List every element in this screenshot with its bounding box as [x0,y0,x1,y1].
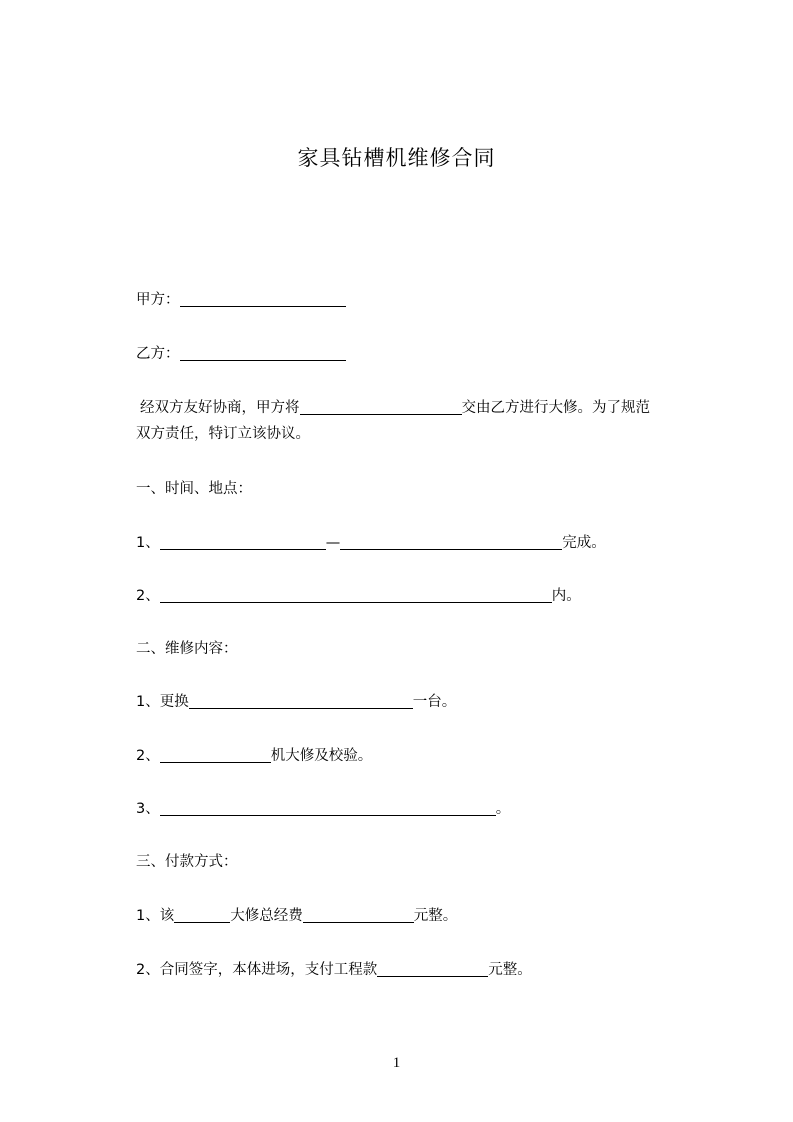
section2-item3 [136,799,510,819]
section1-heading: 一、时间、地点： [136,481,252,497]
section3-item1-prefix: 1、该 [136,908,175,924]
section1-item2-suffix: 内。 [551,588,581,604]
party-b-label: 乙方： [136,346,180,362]
section3-item1-mid: 大修总经费 [230,908,303,924]
section2-item2 [136,746,372,766]
section3-heading: 三、付款方式： [136,854,238,870]
section3-item2-blank [377,960,488,977]
section1-item2-prefix: 2、 [136,588,160,604]
section3-item1-blank-amount [303,906,414,923]
section1-item1-blank-end [340,533,562,550]
section2-item3-suffix: 。 [495,801,511,817]
section2-item2-blank [160,746,271,763]
intro-text-1: 经双方友好协商，甲方将 [140,400,300,416]
section1-item1-dash: — [325,535,341,551]
section2-item2-suffix: 机大修及校验。 [270,748,373,764]
intro-line-2: 双方责任，特订立该协议。 [136,426,310,442]
intro-text-2: 交由乙方进行大修。为了规范 [461,400,650,416]
section3-item2-prefix: 2、合同签字，本体进场，支付工程款 [136,962,378,978]
section1-item2-blank [160,586,552,603]
section1-item1-prefix: 1、 [136,535,160,551]
section3-item1-blank-machine [174,906,230,923]
section1-item1 [136,533,606,553]
section2-item1-prefix: 1、更换 [136,694,189,710]
page-number: 1 [392,1055,401,1071]
section3-item2-suffix: 元整。 [488,962,532,978]
section1-item1-blank-start [160,533,326,550]
section2-heading: 二、维修内容： [136,641,238,657]
section2-item3-prefix: 3、 [136,801,160,817]
section2-item1-blank [189,692,413,709]
section2-item3-blank [160,799,496,816]
party-a-blank [180,290,346,307]
section1-item2 [136,586,581,606]
party-b-line [136,344,346,364]
intro-line-1 [136,398,706,418]
party-a-label: 甲方： [136,292,180,308]
section2-item2-prefix: 2、 [136,748,160,764]
intro-paragraph [136,398,706,444]
section3-item1 [136,906,457,926]
section1-item1-suffix: 完成。 [562,535,606,551]
section3-item1-suffix: 元整。 [413,908,458,924]
section2-item1-suffix: 一台。 [412,694,457,710]
party-b-blank [180,344,346,361]
document-title: 家具钻槽机维修合同 [297,146,496,170]
section2-item1 [136,692,456,712]
intro-blank [300,398,462,415]
party-a-line [136,290,346,310]
section3-item2 [136,960,532,980]
